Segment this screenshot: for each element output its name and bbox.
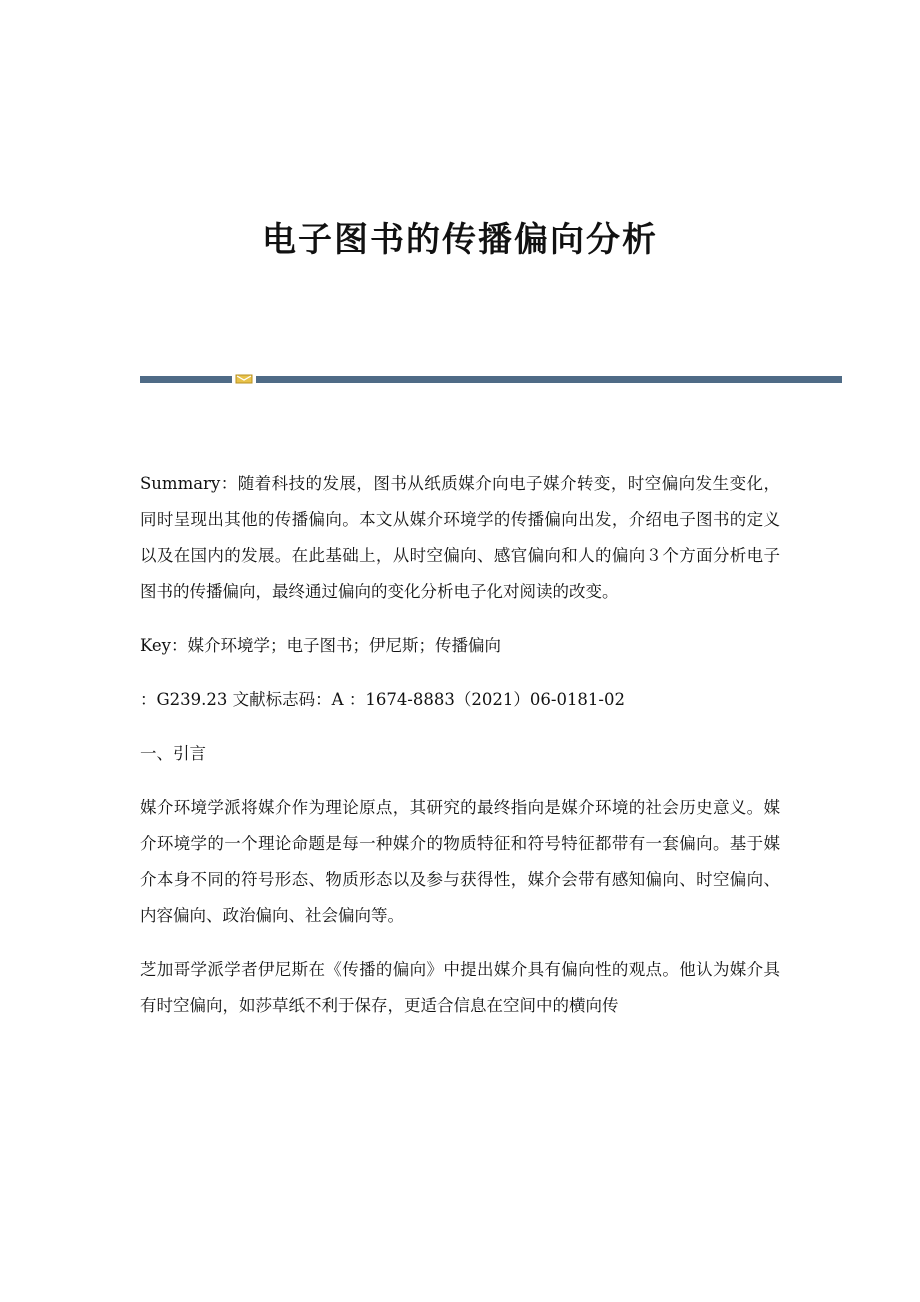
divider-bar-right [256,376,842,383]
body-paragraph: 芝加哥学派学者伊尼斯在《传播的偏向》中提出媒介具有偏向性的观点。他认为媒介具有时空偏向，如莎草纸不利于保存，更适合信息在空间中的横向传 [140,960,780,1015]
summary-paragraph: Summary：随着科技的发展，图书从纸质媒介向电子媒介转变，时空偏向发生变化，同时呈现出其他的传播偏向。本文从媒介环境学的传播偏向出发，介绍电子图书的定义以及在国内的发展。在此基础上，从时空偏向、感官偏向和人的偏向３个方面分析电子图书的传播偏向，最终通过偏向的变化分析电子化对阅读的改变。 [140,474,780,601]
body-paragraph: 媒介环境学派将媒介作为理论原点，其研究的最终指向是媒介环境的社会历史意义。媒介环境学的一个理论命题是每一种媒介的物质特征和符号特征都带有一套偏向。基于媒介本身不同的符号形态、物质形态以及参与获得性，媒介会带有感知偏向、时空偏向、内容偏向、政治偏向、社会偏向等。 [140,798,780,925]
document-body [140,466,780,1042]
divider-bar-left [140,376,232,383]
title-divider [140,374,842,384]
document-title: 电子图书的传播偏向分析 [262,220,658,260]
keywords-line: Key：媒介环境学；电子图书；伊尼斯；传播偏向 [140,636,501,655]
section-heading: 一、引言 [140,744,206,763]
divider-ornament-icon [235,374,253,384]
classification-line: ：G239.23 文献标志码：A ：1674-8883（2021）06-0181-02 [140,690,626,709]
